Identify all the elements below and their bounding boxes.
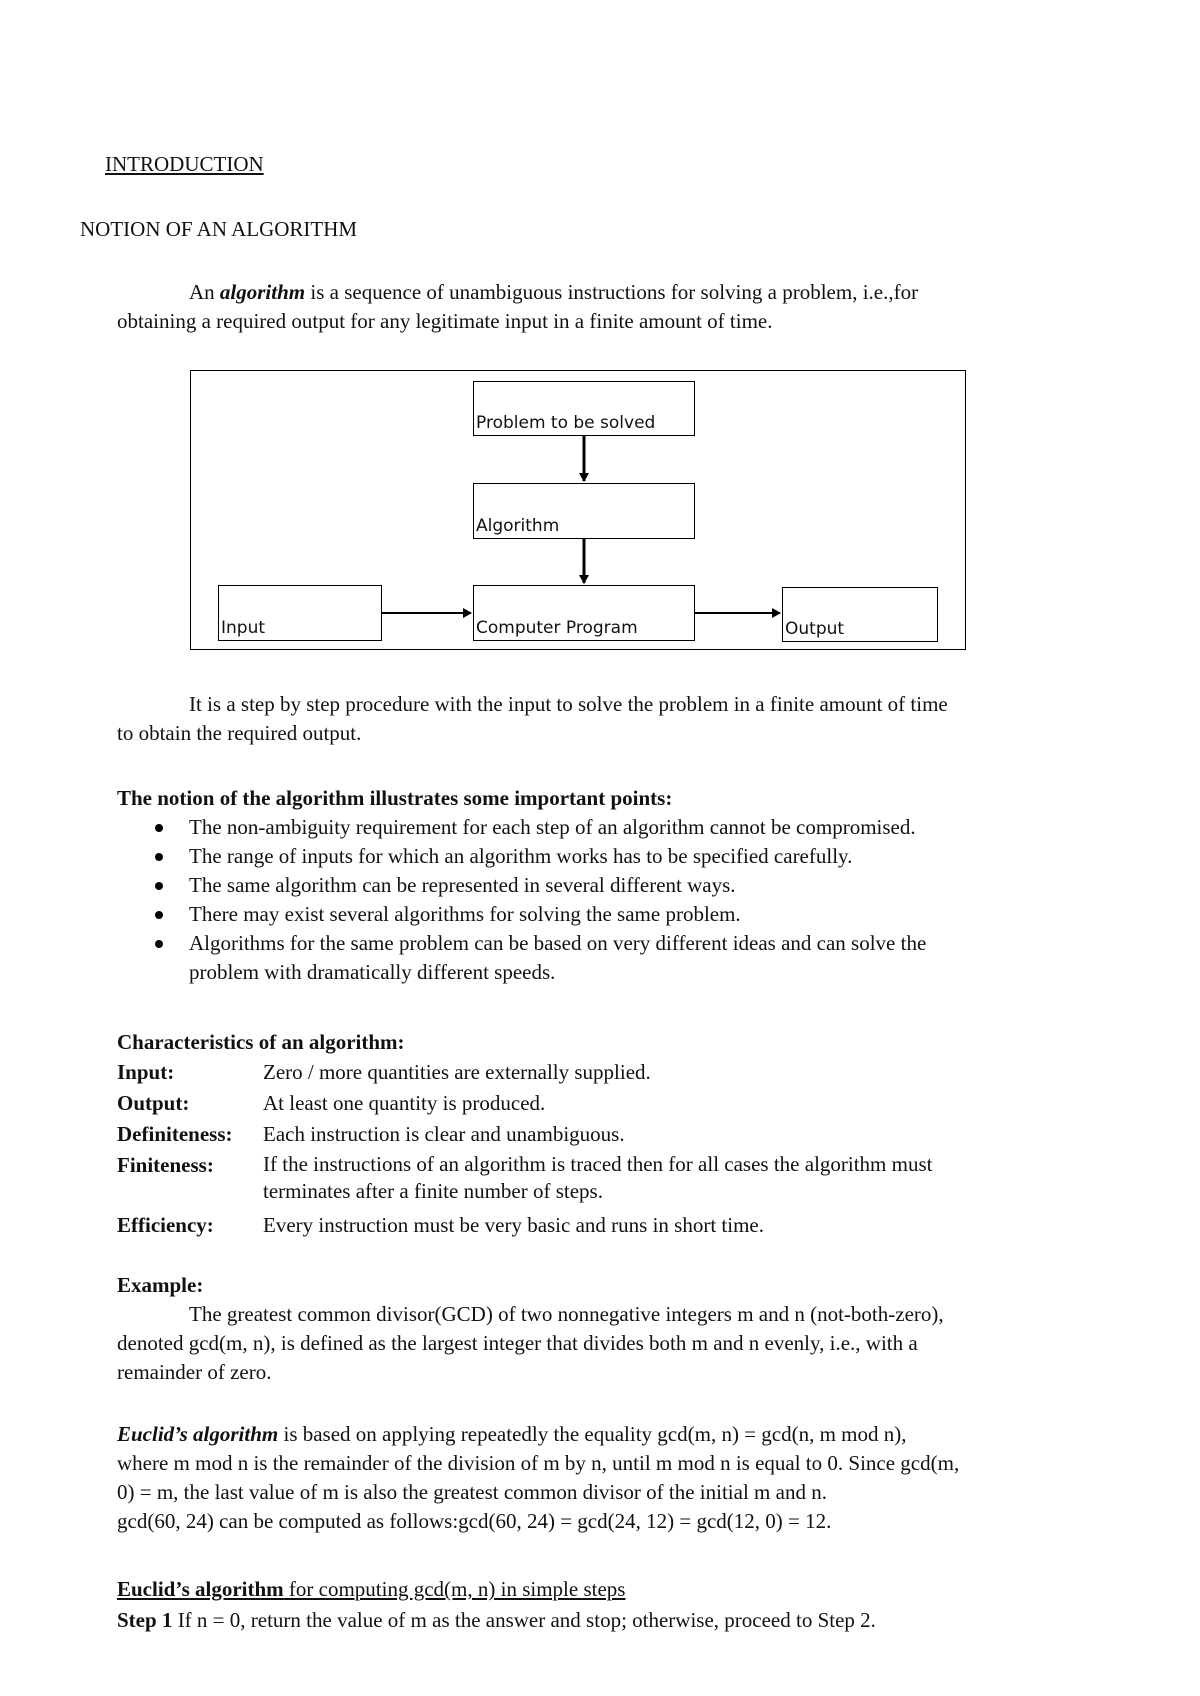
example-line2: denoted gcd(m, n), is defined as the largest integer that divides both m and n evenly, i.e., with a [117, 1331, 918, 1355]
euclid-line2: where m mod n is the remainder of the division of m by n, until m mod n is equal to 0. Since gcd(m, [117, 1451, 960, 1475]
bullet-icon [155, 824, 163, 832]
steps-heading-bold: Euclid’s algorithm [117, 1577, 284, 1601]
char-row-input: Input: Zero / more quantities are externally supplied. [117, 1060, 651, 1084]
procedure-line2: to obtain the required output. [117, 721, 362, 745]
definition-line2: obtaining a required output for any legitimate input in a finite amount of time. [117, 309, 773, 333]
char-row-efficiency: Efficiency: Every instruction must be very basic and runs in short time. [117, 1213, 764, 1237]
algorithm-label: Algorithm [476, 516, 560, 536]
procedure-line1: It is a step by step procedure with the input to solve the problem in a finite amount of time [189, 692, 948, 716]
characteristics-heading: Characteristics of an algorithm: [117, 1030, 405, 1054]
page-heading: INTRODUCTION [105, 152, 264, 176]
bullet-icon [155, 853, 163, 861]
points-list [117, 813, 1083, 987]
program-label: Computer Program [476, 618, 638, 638]
bullet-icon [155, 911, 163, 919]
euclid-line1: is based on applying repeatedly the equality gcd(m, n) = gcd(n, m mod n), [278, 1422, 907, 1446]
definition-pre: An [189, 280, 220, 304]
example-heading: Example: [117, 1273, 204, 1297]
definition-line1: is a sequence of unambiguous instructions for solving a problem, i.e.,for [305, 280, 919, 304]
bullet-icon [155, 882, 163, 890]
point-item: The non-ambiguity requirement for each step of an algorithm cannot be compromised. [117, 813, 1083, 842]
problem-label: Problem to be solved [476, 413, 656, 433]
steps-heading-rest: for computing gcd(m, n) in simple steps [283, 1577, 626, 1601]
algorithm-diagram [190, 370, 966, 650]
definition-term: algorithm [219, 280, 306, 304]
section-title: NOTION OF AN ALGORITHM [80, 217, 358, 241]
euclid-term: Euclid’s algorithm [117, 1422, 279, 1446]
procedure-paragraph [117, 690, 1083, 748]
example-line3: remainder of zero. [117, 1360, 272, 1384]
char-row-output: Output: At least one quantity is produced. [117, 1091, 546, 1115]
euclid-line3: 0) = m, the last value of m is also the greatest common divisor of the initial m and n. [117, 1480, 827, 1504]
points-heading: The notion of the algorithm illustrates some important points: [117, 786, 673, 810]
point-item: The range of inputs for which an algorithm works has to be specified carefully. [117, 842, 1083, 871]
point-item: Algorithms for the same problem can be based on very different ideas and can solve the problem with dramatically different speeds. [117, 929, 1083, 987]
steps-heading [117, 1575, 625, 1604]
char-row-definiteness: Definiteness: Each instruction is clear and unambiguous. [117, 1122, 625, 1146]
bullet-icon [155, 940, 163, 948]
point-item: The same algorithm can be represented in several different ways. [117, 871, 1083, 900]
example-paragraph [117, 1300, 1083, 1387]
euclid-line4: gcd(60, 24) can be computed as follows:gcd(60, 24) = gcd(24, 12) = gcd(12, 0) = 12. [117, 1509, 832, 1533]
step-1 [117, 1606, 1083, 1635]
characteristics-list [117, 1058, 1083, 1242]
step-1-label: Step 1 [117, 1608, 173, 1632]
euclid-paragraph [117, 1420, 1083, 1536]
input-label: Input [221, 618, 266, 638]
output-label: Output [785, 619, 845, 639]
definition-paragraph [117, 278, 1083, 336]
step-1-text: If n = 0, return the value of m as the answer and stop; otherwise, proceed to Step 2. [172, 1608, 876, 1632]
diagram-arrows [191, 371, 967, 651]
point-item: There may exist several algorithms for solving the same problem. [117, 900, 1083, 929]
example-line1: The greatest common divisor(GCD) of two nonnegative integers m and n (not-both-zero), [189, 1302, 944, 1326]
char-row-finiteness: Finiteness: If the instructions of an algorithm is traced then for all cases the algorithm must terminates after a finite number of steps. [117, 1152, 933, 1203]
